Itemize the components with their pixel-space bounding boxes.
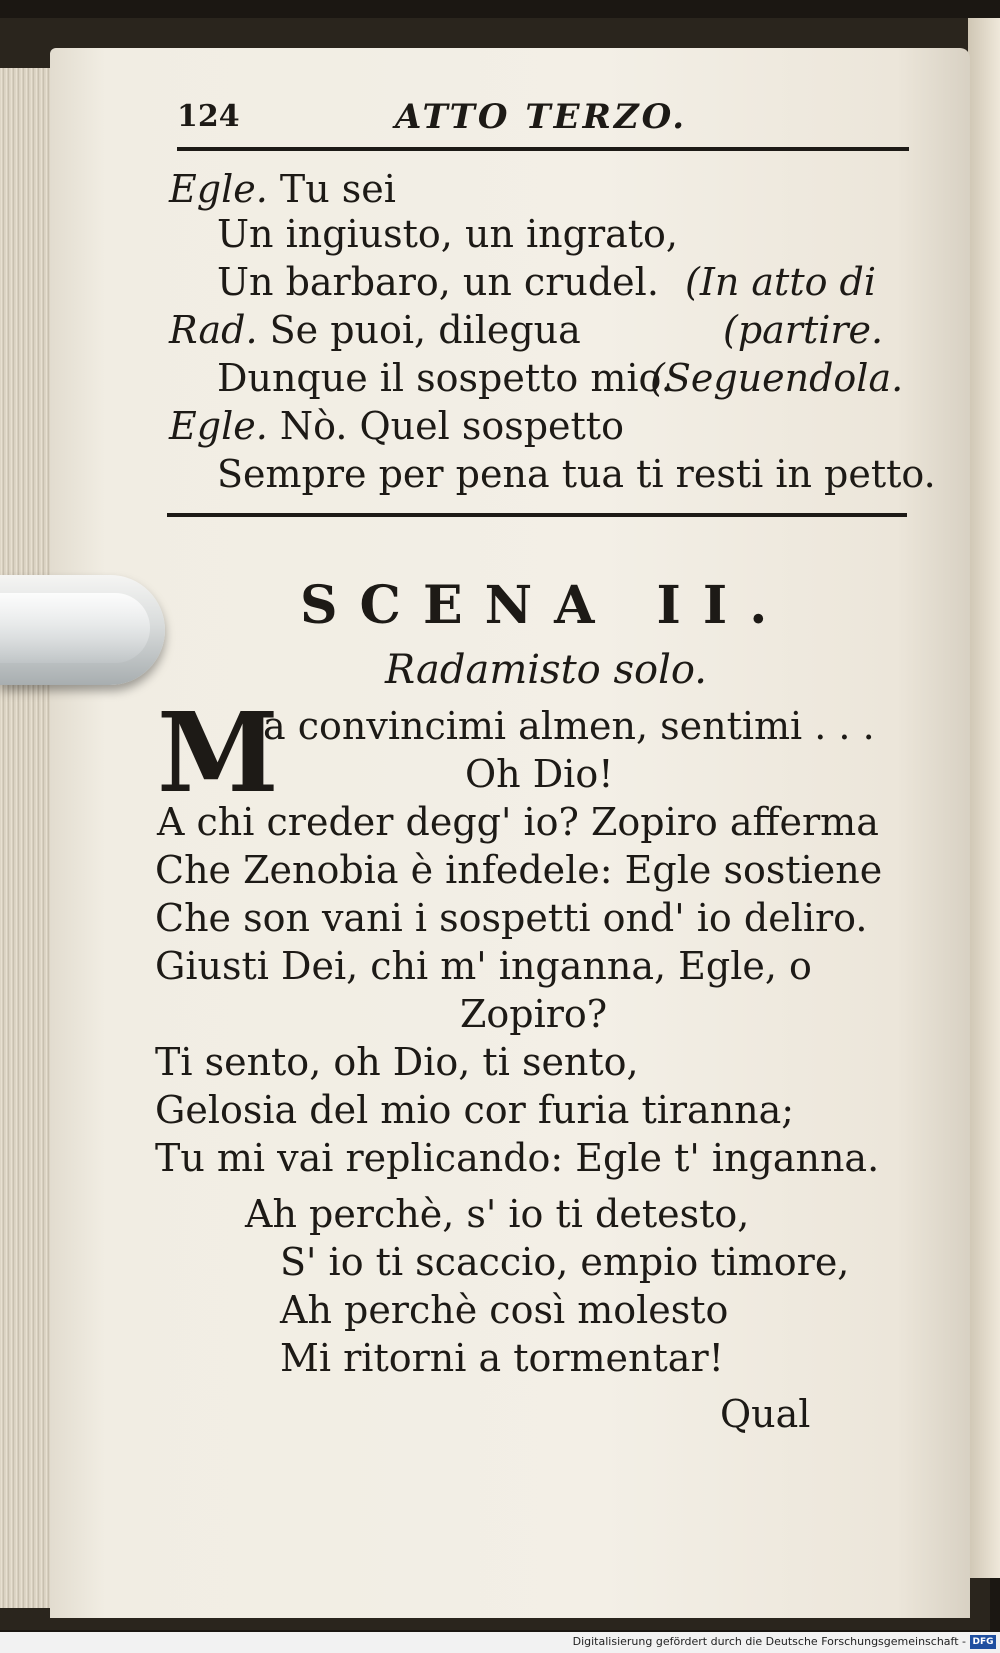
dialogue-line (169, 404, 624, 448)
footer-strip (0, 1632, 1000, 1653)
speaker-name: Egle. (169, 167, 268, 211)
line-text: Sempre per pena tua ti resti in petto. (217, 452, 936, 496)
scene-subheading: Radamisto solo. (385, 647, 707, 693)
recitative-line: Tu mi vai replicando: Egle t' inganna. (155, 1136, 880, 1180)
dfg-logo-icon: DFG (970, 1635, 996, 1649)
dialogue-line (217, 212, 678, 256)
dialogue-line (169, 167, 396, 211)
recitative-line: Oh Dio! (465, 752, 614, 796)
recitative-line: Ti sento, oh Dio, ti sento, (155, 1040, 639, 1084)
clip-highlight (0, 593, 150, 663)
dialogue-line (169, 308, 581, 352)
page-content (155, 95, 936, 1436)
line-text: Se puoi, dilegua (257, 308, 581, 352)
recitative-line: Che Zenobia è infedele: Egle sostiene (155, 848, 883, 892)
line-text: Nò. Quel sospetto (267, 404, 624, 448)
stage-direction: (Seguendola. (650, 356, 904, 400)
recitative-line: Gelosia del mio cor furia tiranna; (155, 1088, 795, 1132)
digitization-credit: Digitalisierung gefördert durch die Deutsche Forschungsgemeinschaft - (572, 1635, 966, 1648)
dialogue-line (217, 356, 673, 400)
line-text: Un barbaro, un crudel. (217, 260, 659, 304)
facing-page-edge (968, 18, 1000, 1578)
aria-line: S' io ti scaccio, empio timore, (280, 1240, 850, 1284)
catchword: Qual (720, 1392, 811, 1436)
page-edges (0, 68, 57, 1608)
line-text: Tu sei (267, 167, 396, 211)
drop-cap: M (157, 688, 279, 817)
scene-heading: SCENA II. (300, 575, 790, 636)
page-holder-clip (0, 575, 165, 685)
line-text: Un ingiusto, un ingrato, (217, 212, 678, 256)
dialogue-line (217, 260, 659, 304)
aria-line: Mi ritorni a tormentar! (280, 1336, 724, 1380)
stage-direction: (In atto di (685, 260, 877, 304)
page-number: 124 (177, 99, 240, 134)
running-header (155, 95, 935, 149)
header-rule (177, 147, 909, 151)
aria-line: Ah perchè, s' io ti detesto, (245, 1192, 750, 1236)
dialogue-line (217, 452, 936, 496)
speaker-name: Rad. (169, 308, 258, 352)
aria-line: Ah perchè così molesto (280, 1288, 729, 1332)
recitative-line: Che son vani i sospetti ond' io deliro. (155, 896, 868, 940)
stage-direction: (partire. (723, 308, 884, 352)
line-text: Dunque il sospetto mio. (217, 356, 673, 400)
running-title: ATTO TERZO. (395, 97, 688, 137)
scene-divider-rule (167, 513, 907, 517)
recitative-line: Giusti Dei, chi m' inganna, Egle, o (155, 944, 812, 988)
recitative-line: A chi creder degg' io? Zopiro afferma (157, 800, 879, 844)
recitative-line: Zopiro? (460, 992, 608, 1036)
recitative-line: a convincimi almen, sentimi . . . (263, 704, 875, 748)
speaker-name: Egle. (169, 404, 268, 448)
